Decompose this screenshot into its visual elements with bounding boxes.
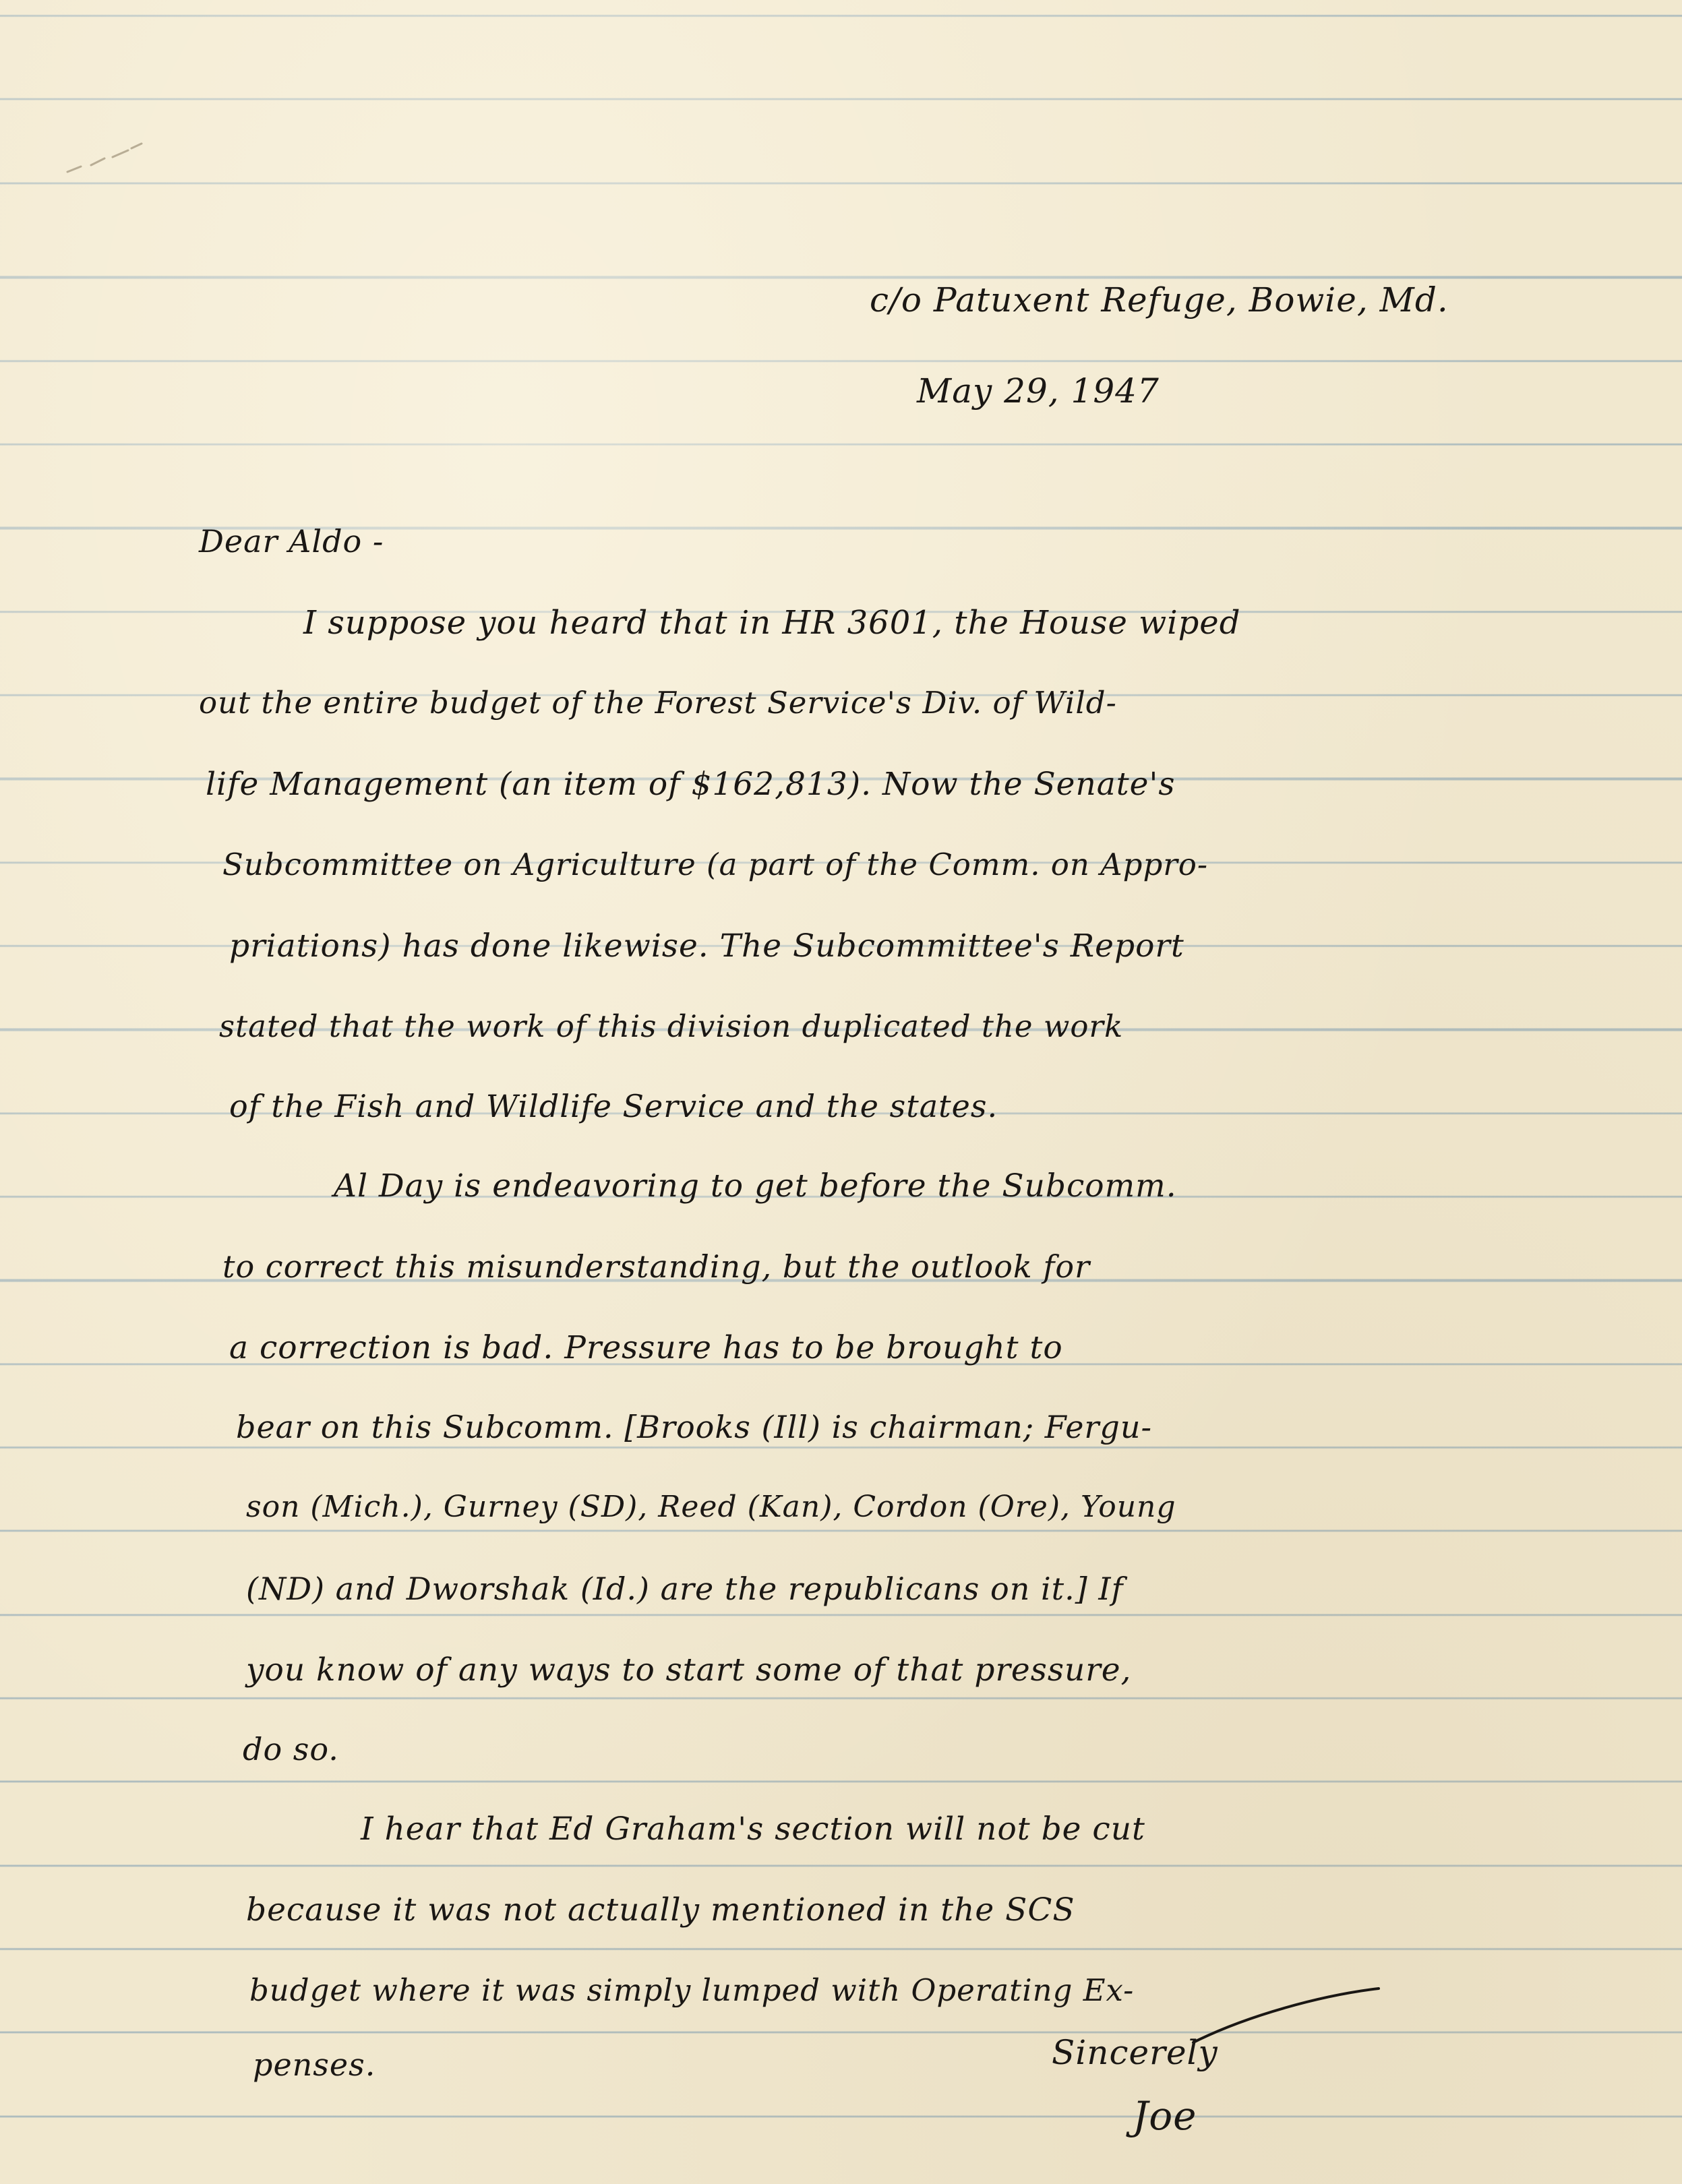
body-line: a correction is bad. Pressure has to be brought to [229,1329,1063,1366]
letter-closing: Sincerely [1052,2033,1218,2072]
body-line: out the entire budget of the Forest Service's Div. of Wild- [199,685,1117,721]
letter-salutation: Dear Aldo - [199,523,384,559]
letter-date: May 29, 1947 [917,371,1160,411]
body-line: priations) has done likewise. The Subcommittee's Report [229,928,1184,965]
body-line: of the Fish and Wildlife Service and the states. [229,1088,998,1124]
body-line: I hear that Ed Graham's section will not be cut [361,1811,1145,1848]
body-line: stated that the work of this division duplicated the work [219,1008,1124,1044]
body-line: (ND) and Dworshak (Id.) are the republicans on it.] If [246,1571,1124,1607]
body-line: bear on this Subcomm. [Brooks (Ill) is chairman; Fergu- [236,1409,1153,1445]
body-line: Subcommittee on Agriculture (a part of the Comm. on Appro- [222,847,1209,882]
signature-flourish [1146,1968,1429,2103]
letter-address: c/o Patuxent Refuge, Bowie, Md. [870,280,1449,320]
body-line: life Management (an item of $162,813). Now the Senate's [206,766,1176,803]
body-line: because it was not actually mentioned in the SCS [246,1891,1075,1929]
body-line: you know of any ways to start some of that pressure, [246,1651,1132,1689]
pencil-mark [64,138,145,179]
body-line: I suppose you heard that in HR 3601, the House wiped [303,604,1241,642]
body-line: to correct this misunderstanding, but the outlook for [222,1248,1091,1285]
letter-signature: Joe [1133,2093,1197,2139]
body-line: Al Day is endeavoring to get before the Subcomm. [334,1167,1177,1205]
body-line: do so. [243,1731,339,1767]
body-line: penses. [253,2046,376,2083]
body-line: budget where it was simply lumped with Operating Ex- [249,1972,1135,2008]
body-line: son (Mich.), Gurney (SD), Reed (Kan), Cordon (Ore), Young [246,1490,1176,1524]
